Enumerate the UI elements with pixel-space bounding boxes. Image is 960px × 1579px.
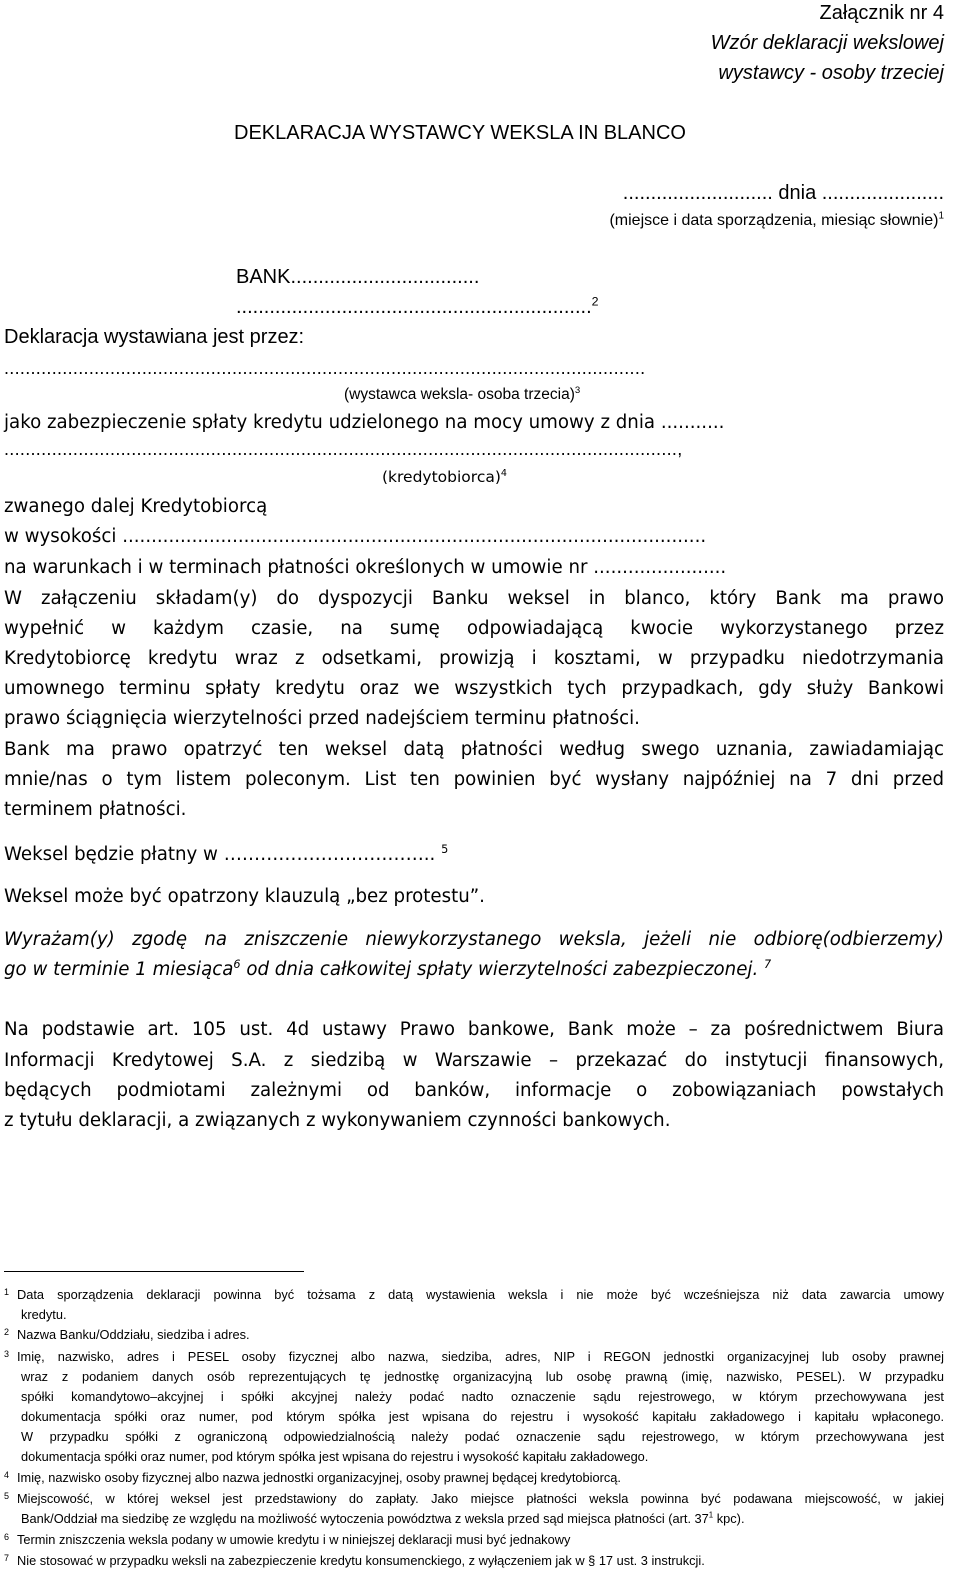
bank-label: BANK..................................: [236, 266, 480, 288]
issuer-dots: .........................................................................................................................: [4, 358, 646, 378]
bank-line-2: ................................................................$^2$: [236, 294, 599, 318]
amount-line: w wysokości .....................................................................................................: [4, 526, 707, 547]
footnote-ref-5: 5: [441, 842, 449, 856]
footnote-ref-2: 2: [591, 294, 599, 309]
annex-label: Załącznik nr 4: [819, 2, 944, 24]
para1-line: prawo ściągnięcia wierzytelności przed nadejściem terminu płatności.: [4, 708, 640, 729]
terms-line: na warunkach i w terminach płatności określonych w umowie nr .......................: [4, 557, 727, 578]
para2-line: mnie/nas o tym listem poleconym. List ten powinien być wysłany najpóźniej na 7 dni przed: [4, 769, 944, 790]
para1-line: umownego terminu spłaty kredytu oraz we wszystkich tych przypadkach, gdy służy Bankowi: [4, 678, 944, 699]
footnote-1: 1 Data sporządzenia deklaracji powinna być tożsama z datą wystawienia weksla i nie może być wcześniejsza niż data zawarcia umowy kredytu.: [4, 1287, 944, 1322]
footnote-6: 6 Termin zniszczenia weksla podany w umowie kredytu i w niniejszej deklaracji musi być jednakowy: [4, 1532, 571, 1547]
footnote-5: 5 Miejscowość, w której weksel jest przedstawiony do zapłaty. Jako miejsce płatności weksla powinna być podawana miejscowość, w jakiej Bank/Oddział ma siedzibę ze względu na możliwość wytoczenia powództwa z weksla przed sąd miejsca płatności (art. $37^1$ kpc).: [4, 1491, 944, 1526]
issued-by-label: Deklaracja wystawiana jest przez:: [4, 326, 305, 348]
footnote-separator: [4, 1271, 304, 1272]
issuer-caption: (wystawca weksla- osoba trzecia)$^3$: [344, 384, 581, 403]
template-label-1: Wzór deklaracji wekslowej: [710, 32, 944, 54]
para3-line: będących podmiotami zależnymi od banków, informacje o zobowiązaniach powstałych: [4, 1080, 944, 1101]
footnote-ref-7: 7: [764, 957, 772, 971]
para3-line: Informacji Kredytowej S.A. z siedzibą w Warszawie – przekazać do instytucji finansowych,: [4, 1050, 944, 1071]
footnote-7: 7 Nie stosować w przypadku weksli na zabezpieczenie kredytu konsumenckiego, z wyłączeniem jak w § 17 ust. 3 instrukcji.: [4, 1553, 705, 1568]
consent-line-2: go w terminie 1 miesiąca$^6$ od dnia całkowitej spłaty wierzytelności zabezpieczonej. $^7$: [4, 957, 772, 980]
place-date-caption: (miejsce i data sporządzenia, miesiąc słownie)$^1$: [609, 210, 944, 229]
para1-line: W załączeniu składam(y) do dyspozycji Banku weksel in blanco, który Bank ma prawo: [4, 588, 944, 609]
footnote-2: 2 Nazwa Banku/Oddziału, siedziba i adres.: [4, 1327, 250, 1342]
footnote-ref-4: 4: [500, 467, 508, 479]
borrower-caption: (kredytobiorca)$^4$: [382, 467, 508, 486]
borrower-dots: ...............................................................................................................................,: [4, 439, 683, 459]
protest-clause: Weksel może być opatrzony klauzulą „bez protestu”.: [4, 886, 485, 907]
para1-line: wypełnić w każdym czasie, na sumę odpowiadającą kwocie wykorzystanego przez: [4, 618, 944, 639]
borrower-line: zwanego dalej Kredytobiorcą: [4, 496, 268, 517]
para3-line: Na podstawie art. 105 ust. 4d ustawy Prawo bankowe, Bank może – za pośrednictwem Biura: [4, 1019, 944, 1040]
template-label-2: wystawcy - osoby trzeciej: [718, 62, 944, 84]
para3-line: z tytułu deklaracji, a związanych z wykonywaniem czynności bankowych.: [4, 1110, 671, 1131]
document-title: DEKLARACJA WYSTAWCY WEKSLA IN BLANCO: [234, 122, 686, 144]
footnote-ref-6: 6: [233, 957, 241, 971]
footnote-3: 3 Imię, nazwisko, adres i PESEL osoby fizycznej albo nazwa, siedziba, adres, NIP i REGON jednostki organizacyjnej lub osoby prawnej wraz z podaniem danych osób reprezentujących tę jednostkę organizacyjną lub osobę prawną (imię, nazwisko, PESEL). W przypadku spółki komandytowo–akcyjnej i spółki akcyjnej należy podać nadto oznaczenie sądu rejestrowego, w którym przechowywana jest dokumentacja spółki oraz numer, pod którym spółka jest wpisana do rejestru i wysokość kapitału zakładowego i kapitału wpłaconego. W przypadku spółki z ograniczoną odpowiedzialnością należy podać oznaczenie sądu rejestrowego, w którym przechowywana jest dokumentacja spółki oraz numer, pod którym spółka jest wpisana do rejestru i wysokość kapitału zakładowego.: [4, 1349, 944, 1464]
consent-line-1: Wyrażam(y) zgodę na zniszczenie niewykorzystanego weksla, jeżeli nie odbiorę(odbierzemy): [4, 929, 944, 950]
payable-line: Weksel będzie płatny w …………………………….. $^5$: [4, 842, 449, 865]
footnote-ref-1: 1: [938, 210, 944, 222]
para2-line: terminem płatności.: [4, 799, 187, 820]
para2-line: Bank ma prawo opatrzyć ten weksel datą płatności według swego uznania, zawiadamiając: [4, 739, 944, 760]
para1-line: Kredytobiorcę kredytu wraz z odsetkami, prowizją i kosztami, w przypadku niedotrzymania: [4, 648, 944, 669]
security-line: jako zabezpieczenie spłaty kredytu udzielonego na mocy umowy z dnia ...........: [4, 412, 725, 433]
place-date-line: ........................... dnia ......................: [622, 182, 944, 204]
footnote-4: 4 Imię, nazwisko osoby fizycznej albo nazwa jednostki organizacyjnej, osoby prawnej będącej kredytobiorcą.: [4, 1470, 621, 1485]
footnote-ref-3: 3: [574, 384, 581, 396]
